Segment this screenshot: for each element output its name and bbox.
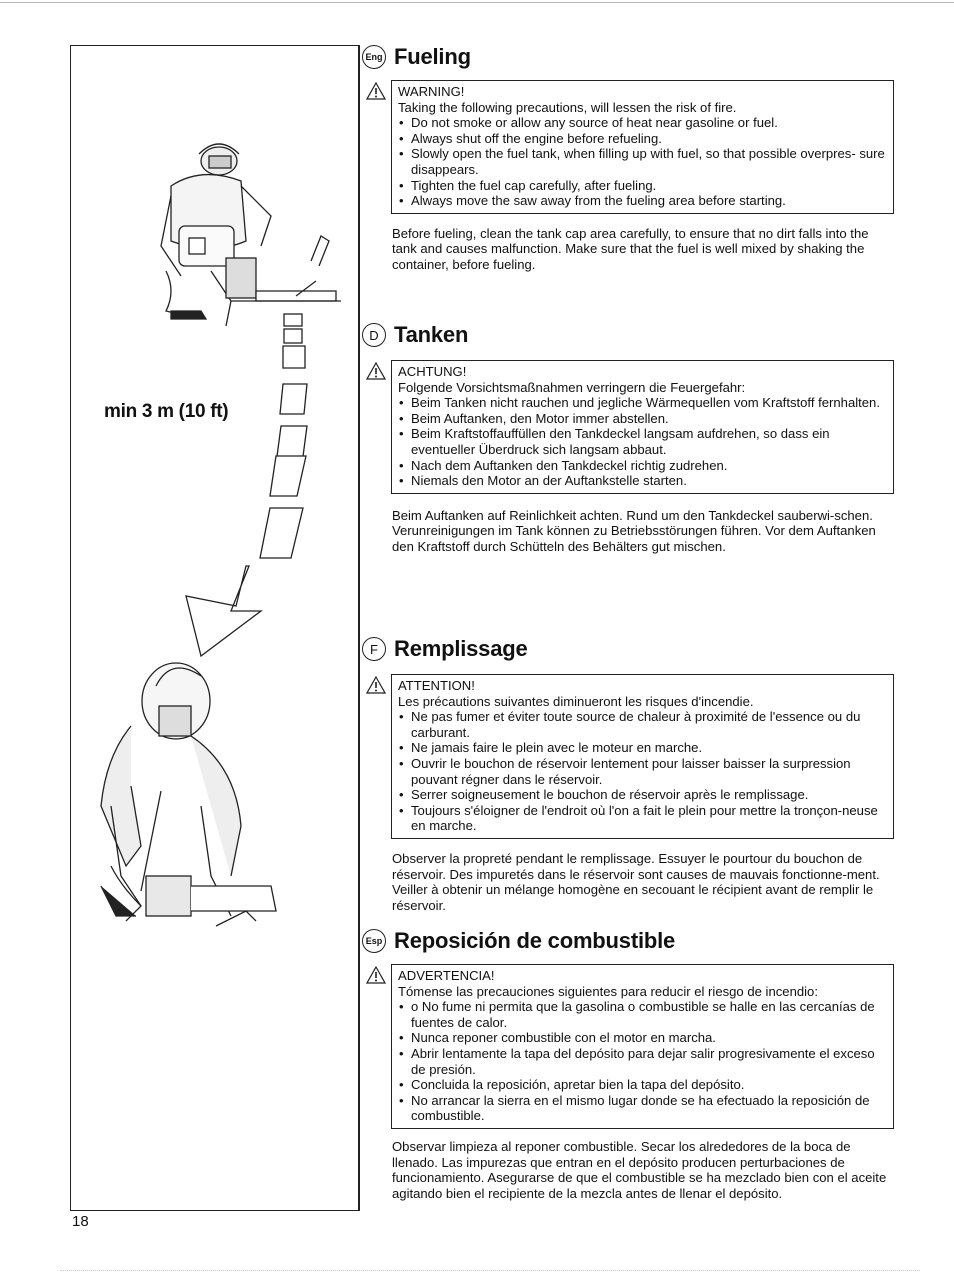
warning-block — [362, 674, 894, 839]
list-item: • Always move the saw away from the fueling area before starting. — [398, 193, 887, 209]
section-heading — [362, 636, 894, 662]
list-item: • o No fume ni permita que la gasolina o combustible se halle en las cercanías de fuentes de calor. — [398, 999, 887, 1030]
list-item: • Ne jamais faire le plein avec le moteur en marche. — [398, 740, 887, 756]
precaution-list — [398, 115, 887, 209]
list-item: • Beim Tanken nicht rauchen und jegliche Wärmequellen vom Kraftstoff fernhalten. — [398, 395, 887, 411]
page-bottom-rule — [60, 1270, 920, 1271]
warning-triangle-icon — [366, 966, 386, 984]
list-item: • Nach dem Auftanken den Tankdeckel richtig zudrehen. — [398, 458, 887, 474]
warning-box — [391, 80, 894, 214]
page-number: 18 — [72, 1213, 89, 1230]
warning-triangle-icon — [366, 362, 386, 380]
warning-triangle-icon — [366, 676, 386, 694]
refueling-person-figure — [161, 144, 341, 326]
french-language-icon: F — [362, 637, 386, 661]
german-language-icon: D — [362, 323, 386, 347]
section-title: Reposición de combustible — [394, 928, 676, 953]
section-paragraph: Beim Auftanken auf Reinlichkeit achten. Rund um den Tankdeckel sauberwi-schen. Verunreinigungen im Tank können zu Betriebsstörungen führen. Vor dem Auftanken den Kraftstoff durch Schütteln des Behälters gut mischen. — [392, 507, 876, 554]
warning-triangle-icon — [366, 82, 386, 100]
section-heading — [362, 322, 894, 348]
precaution-list — [398, 709, 887, 834]
list-item: • Toujours s'éloigner de l'endroit où l'on a fait le plein pour mettre la tronçon-neuse en marche. — [398, 803, 887, 834]
warning-box — [391, 964, 894, 1129]
distance-label: min 3 m (10 ft) — [104, 401, 229, 422]
warning-label: WARNING! — [398, 84, 465, 99]
list-item: • Concluida la reposición, apretar bien la tapa del depósito. — [398, 1077, 887, 1093]
warning-box — [391, 360, 894, 494]
starting-person-figure — [101, 663, 276, 926]
section-paragraph: Observar limpieza al reponer combustible. Secar los alrededores de la boca de llenado. Las impurezas que entran en el depósito producen perturbaciones de funcionamiento. Asegurarse de que el combustible se ha mezclado bien con el aceite agitando bien el recipiente de la mezcla antes de llenar el depósito. — [392, 1138, 887, 1201]
warning-block — [362, 80, 894, 214]
refueling-illustration — [71, 46, 358, 1210]
warning-box — [391, 674, 894, 839]
warning-intro: Taking the following precautions, will lessen the risk of fire. — [398, 99, 737, 115]
warning-label: ACHTUNG! — [398, 364, 467, 379]
list-item: • Abrir lentamente la tapa del depósito para dejar salir progresivamente el exceso de presión. — [398, 1046, 887, 1077]
section-heading — [362, 928, 894, 954]
section-reposicion — [362, 928, 894, 1201]
warning-block — [362, 964, 894, 1129]
warning-intro: Tómense las precauciones siguientes para reducir el riesgo de incendio: — [398, 983, 818, 999]
list-item: • Tighten the fuel cap carefully, after fueling. — [398, 178, 887, 194]
section-title: Remplissage — [394, 636, 528, 661]
section-title: Tanken — [394, 322, 469, 347]
list-item: • Beim Auftanken, den Motor immer abstellen. — [398, 411, 887, 427]
warning-block — [362, 360, 894, 494]
warning-intro: Les précautions suivantes diminueront les risques d'incendie. — [398, 693, 754, 709]
list-item: • Slowly open the fuel tank, when filling up with fuel, so that possible overpres- sure disappears. — [398, 146, 887, 177]
section-heading — [362, 44, 894, 70]
list-item: • Nunca reponer combustible con el motor en marcha. — [398, 1030, 887, 1046]
english-language-icon: Eng — [362, 45, 386, 69]
list-item: • Ne pas fumer et éviter toute source de chaleur à proximité de l'essence ou du carburant. — [398, 709, 887, 740]
section-paragraph: Before fueling, clean the tank cap area carefully, to ensure that no dirt falls into the tank and causes malfunction. Make sure that the fuel is well mixed by shaking the container, before fueling. — [392, 225, 869, 272]
list-item: • Niemals den Motor an der Auftankstelle starten. — [398, 473, 887, 489]
list-item: • Serrer soigneusement le bouchon de réservoir après le remplissage. — [398, 787, 887, 803]
list-item: • Do not smoke or allow any source of heat near gasoline or fuel. — [398, 115, 887, 131]
section-tanken — [362, 322, 894, 555]
warning-label: ATTENTION! — [398, 678, 475, 693]
list-item: • Ouvrir le bouchon de réservoir lentement pour laisser baisser la surpression pouvant régner dans le réservoir. — [398, 756, 887, 787]
list-item: • Always shut off the engine before refueling. — [398, 131, 887, 147]
section-remplissage — [362, 636, 894, 913]
section-paragraph: Observer la propreté pendant le remplissage. Essuyer le pourtour du bouchon de réservoir. Des impuretés dans le réservoir sont causes de mauvais fonctionne-ment. Veiller à obtenir un mélange homogène en secouant le récipient avant de remplir le réservoir. — [392, 850, 880, 913]
warning-label: ADVERTENCIA! — [398, 968, 495, 983]
distance-arrow — [186, 566, 261, 656]
page-top-rule — [0, 2, 954, 3]
list-item: • No arrancar la sierra en el mismo lugar donde se ha efectuado la reposición de combustible. — [398, 1093, 887, 1124]
list-item: • Beim Kraftstoffauffüllen den Tankdeckel langsam aufdrehen, so dass ein eventueller Überdruck sich langsam abbaut. — [398, 426, 887, 457]
section-fueling — [362, 44, 894, 273]
section-title: Fueling — [394, 44, 471, 69]
precaution-list — [398, 999, 887, 1124]
precaution-list — [398, 395, 887, 489]
spanish-language-icon: Esp — [362, 929, 386, 953]
warning-intro: Folgende Vorsichtsmaßnahmen verringern die Feuergefahr: — [398, 379, 746, 395]
illustration-panel — [70, 45, 360, 1211]
distance-markers — [260, 314, 307, 558]
